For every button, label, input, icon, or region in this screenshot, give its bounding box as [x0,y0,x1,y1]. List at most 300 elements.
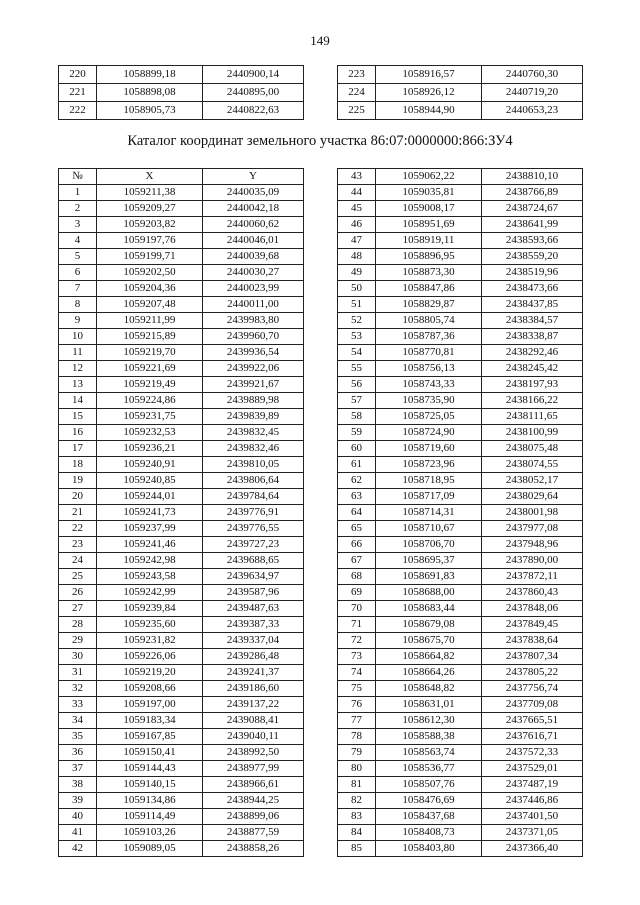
y-coordinate-cell: 2437807,34 [482,649,583,665]
table-row [338,521,583,537]
x-coordinate-cell: 1059114,49 [97,809,203,825]
x-coordinate-cell: 1059203,82 [97,217,203,233]
table-row [59,84,304,102]
x-coordinate-cell: 1059240,85 [97,473,203,489]
x-coordinate-cell: 1058664,26 [376,665,482,681]
table-row [338,553,583,569]
y-coordinate-cell: 2437977,08 [482,521,583,537]
x-coordinate-cell: 1058847,86 [376,281,482,297]
table-row [338,185,583,201]
x-coordinate-cell: 1058905,73 [97,102,203,120]
y-coordinate-cell: 2439983,80 [203,313,304,329]
x-coordinate-cell: 1058743,33 [376,377,482,393]
table-row [338,537,583,553]
x-coordinate-cell: 1058476,69 [376,793,482,809]
table-row [59,537,304,553]
x-coordinate-cell: 1058873,30 [376,265,482,281]
x-coordinate-cell: 1059008,17 [376,201,482,217]
table-header-row [59,169,304,185]
y-coordinate-cell: 2439337,04 [203,633,304,649]
x-coordinate-cell: 1058719,60 [376,441,482,457]
y-coordinate-cell: 2439387,33 [203,617,304,633]
y-coordinate-cell: 2440046,01 [203,233,304,249]
y-coordinate-cell: 2440719,20 [482,84,583,102]
x-coordinate-cell: 1058631,01 [376,697,482,713]
y-coordinate-cell: 2439832,46 [203,441,304,457]
point-number-cell: 13 [59,377,97,393]
header-number: № [59,169,97,185]
table-row [59,617,304,633]
y-coordinate-cell: 2439960,70 [203,329,304,345]
point-number-cell: 17 [59,441,97,457]
x-coordinate-cell: 1058916,57 [376,66,482,84]
coordinates-table-continued-right [337,65,583,120]
point-number-cell: 45 [338,201,376,217]
point-number-cell: 84 [338,825,376,841]
point-number-cell: 34 [59,713,97,729]
y-coordinate-cell: 2437860,43 [482,585,583,601]
x-coordinate-cell: 1058536,77 [376,761,482,777]
x-coordinate-cell: 1058944,90 [376,102,482,120]
point-number-cell: 10 [59,329,97,345]
table-row [59,633,304,649]
y-coordinate-cell: 2439727,23 [203,537,304,553]
y-coordinate-cell: 2437401,50 [482,809,583,825]
x-coordinate-cell: 1059241,73 [97,505,203,521]
y-coordinate-cell: 2439634,97 [203,569,304,585]
table-row [59,345,304,361]
y-coordinate-cell: 2439688,65 [203,553,304,569]
table-row [338,201,583,217]
y-coordinate-cell: 2437366,40 [482,841,583,857]
point-number-cell: 26 [59,585,97,601]
table-row [59,681,304,697]
x-coordinate-cell: 1058805,74 [376,313,482,329]
x-coordinate-cell: 1058735,90 [376,393,482,409]
point-number-cell: 223 [338,66,376,84]
point-number-cell: 49 [338,265,376,281]
table-row [59,201,304,217]
point-number-cell: 22 [59,521,97,537]
point-number-cell: 27 [59,601,97,617]
y-coordinate-cell: 2439810,05 [203,457,304,473]
point-number-cell: 71 [338,617,376,633]
table-row [59,281,304,297]
point-number-cell: 19 [59,473,97,489]
x-coordinate-cell: 1059197,00 [97,697,203,713]
table-row [59,553,304,569]
table-row [338,169,583,185]
x-coordinate-cell: 1058403,80 [376,841,482,857]
point-number-cell: 225 [338,102,376,120]
x-coordinate-cell: 1058896,95 [376,249,482,265]
point-number-cell: 76 [338,697,376,713]
coordinates-table-continued-left [58,65,304,120]
x-coordinate-cell: 1059231,75 [97,409,203,425]
y-coordinate-cell: 2438766,89 [482,185,583,201]
point-number-cell: 77 [338,713,376,729]
table-row [59,777,304,793]
x-coordinate-cell: 1058675,70 [376,633,482,649]
x-coordinate-cell: 1058691,83 [376,569,482,585]
x-coordinate-cell: 1058588,38 [376,729,482,745]
y-coordinate-cell: 2437709,08 [482,697,583,713]
y-coordinate-cell: 2438384,57 [482,313,583,329]
y-coordinate-cell: 2440039,68 [203,249,304,265]
table-row [338,329,583,345]
x-coordinate-cell: 1058899,18 [97,66,203,84]
coordinates-table-left [58,168,304,857]
y-coordinate-cell: 2438111,65 [482,409,583,425]
y-coordinate-cell: 2438001,98 [482,505,583,521]
point-number-cell: 43 [338,169,376,185]
y-coordinate-cell: 2440060,62 [203,217,304,233]
x-coordinate-cell: 1058679,08 [376,617,482,633]
y-coordinate-cell: 2439186,60 [203,681,304,697]
point-number-cell: 38 [59,777,97,793]
x-coordinate-cell: 1059140,15 [97,777,203,793]
point-number-cell: 57 [338,393,376,409]
x-coordinate-cell: 1059208,66 [97,681,203,697]
table-row [338,281,583,297]
point-number-cell: 75 [338,681,376,697]
x-coordinate-cell: 1058898,08 [97,84,203,102]
table-row [59,441,304,457]
table-row [59,66,304,84]
x-coordinate-cell: 1058919,11 [376,233,482,249]
table-row [59,649,304,665]
catalog-title: Каталог координат земельного участка 86:07:0000000:866:ЗУ4 [127,133,513,149]
point-number-cell: 61 [338,457,376,473]
x-coordinate-cell: 1058695,37 [376,553,482,569]
y-coordinate-cell: 2439921,67 [203,377,304,393]
y-coordinate-cell: 2438029,64 [482,489,583,505]
y-coordinate-cell: 2438338,87 [482,329,583,345]
table-row [59,329,304,345]
y-coordinate-cell: 2440042,18 [203,201,304,217]
y-coordinate-cell: 2437948,96 [482,537,583,553]
x-coordinate-cell: 1058683,44 [376,601,482,617]
table-row [59,249,304,265]
point-number-cell: 73 [338,649,376,665]
table-row [338,777,583,793]
table-row [59,809,304,825]
x-coordinate-cell: 1058787,36 [376,329,482,345]
table-row [59,473,304,489]
x-coordinate-cell: 1059237,99 [97,521,203,537]
point-number-cell: 85 [338,841,376,857]
table-row [338,361,583,377]
y-coordinate-cell: 2440895,00 [203,84,304,102]
point-number-cell: 82 [338,793,376,809]
y-coordinate-cell: 2438519,96 [482,265,583,281]
y-coordinate-cell: 2440030,27 [203,265,304,281]
x-coordinate-cell: 1058770,81 [376,345,482,361]
table-row [338,809,583,825]
y-coordinate-cell: 2438899,06 [203,809,304,825]
point-number-cell: 83 [338,809,376,825]
point-number-cell: 66 [338,537,376,553]
y-coordinate-cell: 2439587,96 [203,585,304,601]
table-row [59,102,304,120]
x-coordinate-cell: 1059167,85 [97,729,203,745]
page-number: 149 [310,33,330,48]
y-coordinate-cell: 2437529,01 [482,761,583,777]
y-coordinate-cell: 2439936,54 [203,345,304,361]
x-coordinate-cell: 1059089,05 [97,841,203,857]
table-row [59,521,304,537]
point-number-cell: 68 [338,569,376,585]
y-coordinate-cell: 2438559,20 [482,249,583,265]
x-coordinate-cell: 1059215,89 [97,329,203,345]
x-coordinate-cell: 1059242,99 [97,585,203,601]
table-row [338,601,583,617]
point-number-cell: 56 [338,377,376,393]
y-coordinate-cell: 2437446,86 [482,793,583,809]
table-row [338,102,583,120]
y-coordinate-cell: 2439889,98 [203,393,304,409]
x-coordinate-cell: 1059150,41 [97,745,203,761]
y-coordinate-cell: 2438074,55 [482,457,583,473]
table-row [59,569,304,585]
y-coordinate-cell: 2438858,26 [203,841,304,857]
table-row [338,793,583,809]
point-number-cell: 54 [338,345,376,361]
y-coordinate-cell: 2437371,05 [482,825,583,841]
point-number-cell: 74 [338,665,376,681]
x-coordinate-cell: 1059239,84 [97,601,203,617]
table-row [59,377,304,393]
y-coordinate-cell: 2439776,55 [203,521,304,537]
y-coordinate-cell: 2438437,85 [482,297,583,313]
table-row [338,665,583,681]
point-number-cell: 39 [59,793,97,809]
table-row [338,297,583,313]
point-number-cell: 5 [59,249,97,265]
y-coordinate-cell: 2438075,48 [482,441,583,457]
point-number-cell: 58 [338,409,376,425]
header-y: Y [203,169,304,185]
point-number-cell: 23 [59,537,97,553]
table-row [59,233,304,249]
table-row [59,793,304,809]
x-coordinate-cell: 1059232,53 [97,425,203,441]
header-x: X [97,169,203,185]
point-number-cell: 47 [338,233,376,249]
y-coordinate-cell: 2439241,37 [203,665,304,681]
x-coordinate-cell: 1058926,12 [376,84,482,102]
table-row [59,393,304,409]
point-number-cell: 12 [59,361,97,377]
y-coordinate-cell: 2440023,99 [203,281,304,297]
y-coordinate-cell: 2437890,00 [482,553,583,569]
y-coordinate-cell: 2439784,64 [203,489,304,505]
x-coordinate-cell: 1058664,82 [376,649,482,665]
y-coordinate-cell: 2439137,22 [203,697,304,713]
table-row [338,409,583,425]
point-number-cell: 59 [338,425,376,441]
coordinates-table-right [337,168,583,857]
point-number-cell: 9 [59,313,97,329]
table-row [338,681,583,697]
point-number-cell: 8 [59,297,97,313]
point-number-cell: 14 [59,393,97,409]
x-coordinate-cell: 1059183,34 [97,713,203,729]
y-coordinate-cell: 2438966,61 [203,777,304,793]
table-row [338,233,583,249]
x-coordinate-cell: 1058724,90 [376,425,482,441]
point-number-cell: 28 [59,617,97,633]
table-row [338,265,583,281]
x-coordinate-cell: 1058688,00 [376,585,482,601]
x-coordinate-cell: 1059211,99 [97,313,203,329]
point-number-cell: 7 [59,281,97,297]
y-coordinate-cell: 2440653,23 [482,102,583,120]
point-number-cell: 55 [338,361,376,377]
y-coordinate-cell: 2437838,64 [482,633,583,649]
y-coordinate-cell: 2438166,22 [482,393,583,409]
point-number-cell: 35 [59,729,97,745]
table-row [59,457,304,473]
table-row [338,697,583,713]
x-coordinate-cell: 1059035,81 [376,185,482,201]
table-row [338,713,583,729]
y-coordinate-cell: 2439922,06 [203,361,304,377]
x-coordinate-cell: 1059242,98 [97,553,203,569]
y-coordinate-cell: 2438197,93 [482,377,583,393]
point-number-cell: 32 [59,681,97,697]
point-number-cell: 3 [59,217,97,233]
y-coordinate-cell: 2440760,30 [482,66,583,84]
point-number-cell: 2 [59,201,97,217]
point-number-cell: 221 [59,84,97,102]
table-row [59,841,304,857]
x-coordinate-cell: 1059221,69 [97,361,203,377]
y-coordinate-cell: 2437848,06 [482,601,583,617]
point-number-cell: 80 [338,761,376,777]
point-number-cell: 6 [59,265,97,281]
x-coordinate-cell: 1058951,69 [376,217,482,233]
table-row [338,617,583,633]
point-number-cell: 44 [338,185,376,201]
point-number-cell: 52 [338,313,376,329]
y-coordinate-cell: 2439088,41 [203,713,304,729]
y-coordinate-cell: 2437572,33 [482,745,583,761]
table-row [338,649,583,665]
table-row [338,84,583,102]
y-coordinate-cell: 2439806,64 [203,473,304,489]
point-number-cell: 224 [338,84,376,102]
y-coordinate-cell: 2437616,71 [482,729,583,745]
point-number-cell: 1 [59,185,97,201]
point-number-cell: 31 [59,665,97,681]
x-coordinate-cell: 1058648,82 [376,681,482,697]
y-coordinate-cell: 2437665,51 [482,713,583,729]
table-row [338,505,583,521]
point-number-cell: 29 [59,633,97,649]
table-row [338,345,583,361]
point-number-cell: 50 [338,281,376,297]
point-number-cell: 21 [59,505,97,521]
y-coordinate-cell: 2438473,66 [482,281,583,297]
table-row [59,729,304,745]
point-number-cell: 78 [338,729,376,745]
point-number-cell: 40 [59,809,97,825]
y-coordinate-cell: 2438245,42 [482,361,583,377]
x-coordinate-cell: 1058612,30 [376,713,482,729]
table-row [338,473,583,489]
point-number-cell: 33 [59,697,97,713]
table-row [59,409,304,425]
x-coordinate-cell: 1059202,50 [97,265,203,281]
x-coordinate-cell: 1059197,76 [97,233,203,249]
table-row [59,761,304,777]
x-coordinate-cell: 1059241,46 [97,537,203,553]
y-coordinate-cell: 2440011,00 [203,297,304,313]
y-coordinate-cell: 2437805,22 [482,665,583,681]
y-coordinate-cell: 2437487,19 [482,777,583,793]
x-coordinate-cell: 1058706,70 [376,537,482,553]
point-number-cell: 42 [59,841,97,857]
table-row [59,313,304,329]
table-row [338,569,583,585]
point-number-cell: 30 [59,649,97,665]
x-coordinate-cell: 1059209,27 [97,201,203,217]
y-coordinate-cell: 2438593,66 [482,233,583,249]
point-number-cell: 4 [59,233,97,249]
x-coordinate-cell: 1059240,91 [97,457,203,473]
table-row [338,489,583,505]
table-row [59,745,304,761]
x-coordinate-cell: 1058408,73 [376,825,482,841]
x-coordinate-cell: 1059219,70 [97,345,203,361]
x-coordinate-cell: 1059224,86 [97,393,203,409]
table-row [338,425,583,441]
table-row [338,729,583,745]
point-number-cell: 65 [338,521,376,537]
point-number-cell: 41 [59,825,97,841]
y-coordinate-cell: 2438877,59 [203,825,304,841]
x-coordinate-cell: 1059236,21 [97,441,203,457]
table-row [338,441,583,457]
table-row [59,505,304,521]
y-coordinate-cell: 2437872,11 [482,569,583,585]
x-coordinate-cell: 1058723,96 [376,457,482,473]
point-number-cell: 20 [59,489,97,505]
x-coordinate-cell: 1058710,67 [376,521,482,537]
table-row [59,217,304,233]
y-coordinate-cell: 2439776,91 [203,505,304,521]
table-row [59,185,304,201]
point-number-cell: 70 [338,601,376,617]
table-row [338,585,583,601]
point-number-cell: 81 [338,777,376,793]
table-row [59,585,304,601]
table-row [59,825,304,841]
x-coordinate-cell: 1059144,43 [97,761,203,777]
y-coordinate-cell: 2438292,46 [482,345,583,361]
y-coordinate-cell: 2437756,74 [482,681,583,697]
table-row [338,249,583,265]
table-row [59,361,304,377]
x-coordinate-cell: 1059243,58 [97,569,203,585]
table-row [338,313,583,329]
point-number-cell: 220 [59,66,97,84]
point-number-cell: 72 [338,633,376,649]
table-row [338,393,583,409]
y-coordinate-cell: 2438977,99 [203,761,304,777]
point-number-cell: 48 [338,249,376,265]
